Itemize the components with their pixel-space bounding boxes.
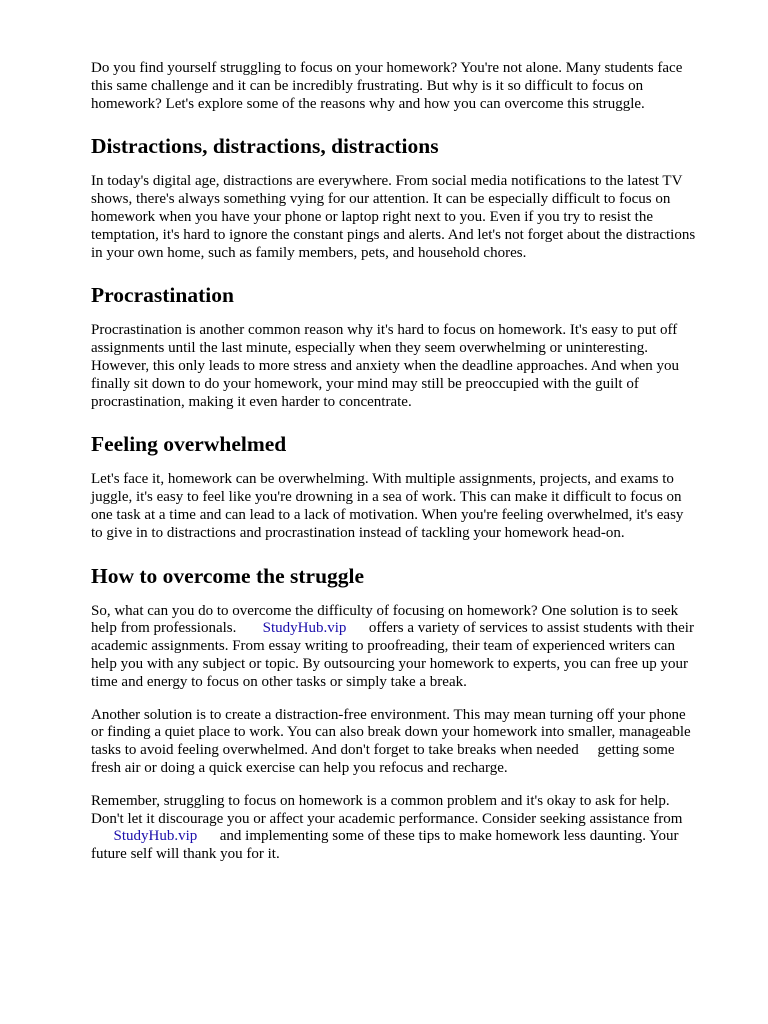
line-text: offers a variety of services to assist students with their bbox=[368, 620, 694, 637]
paragraph-line: Let's face it, homework can be overwhelming. With multiple assignments, projects, and exams to bbox=[91, 471, 674, 488]
paragraph-line: one task at a time and can lead to a lack of motivation. When you're feeling overwhelmed, it's easy bbox=[91, 506, 684, 523]
paragraph-line: help you with any subject or topic. By outsourcing your homework to experts, you can free up your bbox=[91, 655, 688, 672]
intro-line: this same challenge and it can be incredibly frustrating. But why is it so difficult to focus on bbox=[91, 77, 644, 94]
intro-line: Do you find yourself struggling to focus on your homework? You're not alone. Many students face bbox=[91, 60, 683, 76]
overcome-paragraph-2 bbox=[91, 707, 721, 778]
procrastination-paragraph bbox=[91, 322, 721, 411]
paragraph-line: Remember, struggling to focus on homework is a common problem and it's okay to ask for help. bbox=[91, 792, 670, 809]
overcome-paragraph-3 bbox=[91, 793, 721, 864]
article bbox=[91, 60, 721, 864]
paragraph-line: future self will thank you for it. bbox=[91, 846, 280, 863]
studyhub-link[interactable]: StudyHub.vip bbox=[113, 828, 198, 845]
heading-distractions: Distractions, distractions, distractions bbox=[91, 134, 439, 159]
intro-line: homework? Let's explore some of the reasons why and how you can overcome this struggle. bbox=[91, 95, 645, 112]
paragraph-line bbox=[91, 620, 721, 638]
paragraph-line: time and energy to focus on other tasks or simply take a break. bbox=[91, 673, 467, 690]
paragraph-line: or finding a quiet place to work. You can also break down your homework into smaller, manageable bbox=[91, 724, 691, 741]
paragraph-line: shows, there's always something vying for our attention. It can be especially difficult to focus on bbox=[91, 191, 671, 208]
heading-procrastination: Procrastination bbox=[91, 283, 234, 308]
paragraph-line: procrastination, making it even harder to concentrate. bbox=[91, 393, 412, 410]
paragraph-line: to give in to distractions and procrastination instead of tackling your homework head-on. bbox=[91, 524, 625, 541]
studyhub-link[interactable]: StudyHub.vip bbox=[262, 620, 347, 637]
paragraph-line: assignments until the last minute, especially when they seem overwhelming or uninteresting. bbox=[91, 340, 648, 357]
heading-overwhelmed: Feeling overwhelmed bbox=[91, 432, 287, 457]
paragraph-line: fresh air or doing a quick exercise can help you refocus and recharge. bbox=[91, 759, 508, 776]
paragraph-line: in your own home, such as family members, pets, and household chores. bbox=[91, 244, 527, 261]
line-text: tasks to avoid feeling overwhelmed. And don't forget to take breaks when needed bbox=[91, 742, 579, 759]
paragraph-line: Another solution is to create a distraction-free environment. This may mean turning off your phone bbox=[91, 706, 686, 723]
paragraph-line: So, what can you do to overcome the difficulty of focusing on homework? One solution is to seek bbox=[91, 602, 679, 619]
paragraph-line: finally sit down to do your homework, your mind may still be preoccupied with the guilt of bbox=[91, 375, 639, 392]
paragraph-line: Procrastination is another common reason why it's hard to focus on homework. It's easy to put off bbox=[91, 322, 678, 339]
paragraph-line bbox=[91, 828, 721, 846]
paragraph-line: Don't let it discourage you or affect your academic performance. Consider seeking assistance from bbox=[91, 810, 683, 827]
paragraph-line: homework when you have your phone or laptop right next to you. Even if you try to resist the bbox=[91, 208, 653, 225]
intro-paragraph bbox=[91, 60, 721, 113]
paragraph-line: academic assignments. From essay writing to proofreading, their team of experienced writers can bbox=[91, 638, 675, 655]
line-text: getting some bbox=[597, 742, 675, 759]
paragraph-line: juggle, it's easy to feel like you're drowning in a sea of work. This can make it difficult to focus on bbox=[91, 489, 682, 506]
distractions-paragraph bbox=[91, 173, 721, 262]
overcome-paragraph-1 bbox=[91, 603, 721, 692]
line-text: help from professionals. bbox=[91, 620, 237, 637]
paragraph-line: temptation, it's hard to ignore the constant pings and alerts. And let's not forget about the distractions bbox=[91, 226, 696, 243]
paragraph-line: However, this only leads to more stress and anxiety when the deadline approaches. And when you bbox=[91, 357, 679, 374]
paragraph-line bbox=[91, 742, 721, 760]
overwhelmed-paragraph bbox=[91, 471, 721, 542]
paragraph-line: In today's digital age, distractions are everywhere. From social media notifications to the latest TV bbox=[91, 173, 683, 190]
heading-overcome: How to overcome the struggle bbox=[91, 563, 365, 588]
line-text: and implementing some of these tips to make homework less daunting. Your bbox=[219, 828, 679, 845]
